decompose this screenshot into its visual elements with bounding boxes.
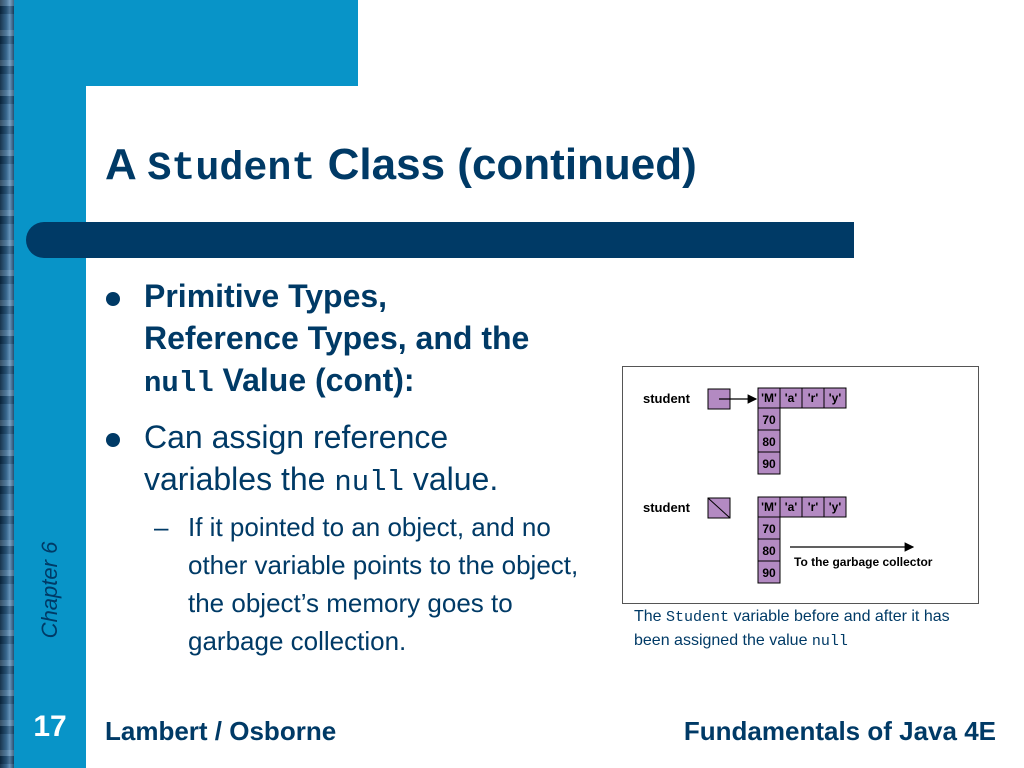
char-text: 'a' xyxy=(784,391,798,405)
bullet-1-line-2: Reference Types, and the xyxy=(144,320,530,356)
bullet-2-post: value. xyxy=(403,461,499,497)
bullet-1 xyxy=(106,275,606,405)
char-text: 'r' xyxy=(807,500,819,514)
title-code: Student xyxy=(147,147,316,192)
bullet-1-line-3 xyxy=(144,359,614,405)
bullet-2-line-1: Can assign reference xyxy=(144,419,449,455)
char-text: 'y' xyxy=(828,500,842,514)
score-text: 80 xyxy=(762,435,776,449)
char-text: 'M' xyxy=(761,391,777,405)
left-photo-strip xyxy=(0,0,14,768)
bullet-1-line-1: Primitive Types, xyxy=(144,278,388,314)
bullet-2-line-2 xyxy=(144,458,614,504)
char-row-top xyxy=(758,388,846,408)
char-text: 'M' xyxy=(761,500,777,514)
bullet-2-text xyxy=(144,416,614,504)
char-row-bottom xyxy=(758,497,846,517)
score-text: 70 xyxy=(762,522,776,536)
chapter-label-text: Chapter 6 xyxy=(37,541,62,639)
char-text: 'y' xyxy=(828,391,842,405)
memory-diagram-svg xyxy=(623,367,978,603)
bullet-dot xyxy=(106,433,120,447)
top-band xyxy=(86,0,358,86)
caption-mid: variable before and after it has been assigned the value xyxy=(634,608,950,649)
bullet-1-line-3-rest: Value (cont): xyxy=(213,362,415,398)
score-column-top xyxy=(758,408,780,474)
null-code: null xyxy=(144,367,214,400)
score-text: 90 xyxy=(762,566,776,580)
chapter-label xyxy=(14,520,86,660)
footer-authors: Lambert / Osborne xyxy=(105,716,337,746)
title-underline-bar xyxy=(26,222,854,258)
sub-bullet-dash: – xyxy=(154,512,169,542)
student-label-top: student xyxy=(643,391,690,406)
caption-pre: The xyxy=(634,608,667,625)
score-text: 90 xyxy=(762,457,776,471)
memory-diagram xyxy=(622,366,979,604)
char-text: 'r' xyxy=(807,391,819,405)
caption-code-null: null xyxy=(811,633,848,650)
garbage-collector-label: To the garbage collector xyxy=(794,555,933,569)
char-text: 'a' xyxy=(784,500,798,514)
bullet-dot xyxy=(106,292,120,306)
slide-title xyxy=(105,140,697,192)
sub-bullet-text: If it pointed to an object, and no other variable points to the object, the object’s memory goes to garbage collection. xyxy=(188,512,579,656)
page-number: 17 xyxy=(33,710,67,743)
figure-caption xyxy=(634,605,964,653)
title-suffix: Class (continued) xyxy=(327,140,697,189)
score-text: 80 xyxy=(762,544,776,558)
caption-code: Student xyxy=(666,609,730,626)
bullet-2 xyxy=(106,416,606,506)
score-text: 70 xyxy=(762,413,776,427)
footer-book-title: Fundamentals of Java 4E xyxy=(683,716,996,746)
bullet-2-pre: variables the xyxy=(144,461,335,497)
bullet-1-text xyxy=(144,275,614,405)
score-column-bottom xyxy=(758,517,780,583)
null-code: null xyxy=(334,466,404,499)
student-label-bottom: student xyxy=(643,500,690,515)
title-prefix: A xyxy=(105,140,136,189)
